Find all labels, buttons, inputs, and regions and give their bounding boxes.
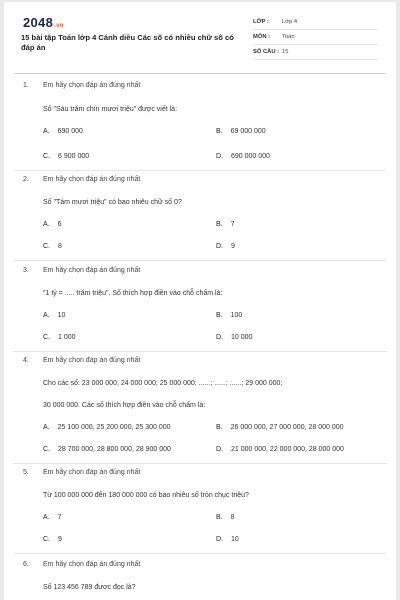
question-divider <box>14 351 386 352</box>
logo-suffix: .vn <box>54 23 64 29</box>
meta-value: Lớp 4 <box>282 19 298 25</box>
question-instruction: Em hãy chọn đáp án đúng nhất <box>43 357 141 364</box>
question-text: 30 000 000. Các số thích hợp điền vào chỗ chấm là: <box>43 402 206 409</box>
answer-option[interactable] <box>216 536 239 543</box>
option-text: 100 <box>230 312 243 319</box>
worksheet-title: 15 bài tập Toán lớp 4 Cánh diều Các số có nhiều chữ số có đáp án <box>21 33 234 52</box>
meta-value: 15 <box>282 49 289 55</box>
option-letter: A. <box>43 221 50 228</box>
option-text: 69 000 000 <box>230 128 266 135</box>
answer-option[interactable] <box>43 243 62 250</box>
question-instruction: Em hãy chọn đáp án đúng nhất <box>43 561 141 568</box>
option-letter: B. <box>216 128 223 135</box>
answer-option[interactable] <box>216 334 252 341</box>
meta-key: LỚP : <box>253 19 269 25</box>
site-logo[interactable] <box>23 15 64 30</box>
question-text: "1 tỷ = ..... trăm triệu". Số thích hợp điền vào chỗ chấm là: <box>43 290 223 297</box>
header-divider <box>14 73 386 74</box>
answer-option[interactable] <box>216 312 242 319</box>
question-instruction: Em hãy chọn đáp án đúng nhất <box>43 82 141 89</box>
option-letter: D. <box>216 153 223 160</box>
question-instruction: Em hãy chọn đáp án đúng nhất <box>43 469 141 476</box>
meta-row-grade <box>253 15 378 30</box>
option-letter: D. <box>216 536 223 543</box>
option-text: 7 <box>230 221 235 228</box>
option-letter: C. <box>43 536 50 543</box>
question-divider <box>14 463 386 464</box>
question-number: 2. <box>23 176 29 183</box>
question-instruction: Em hãy chọn đáp án đúng nhất <box>43 176 141 183</box>
option-text: 28 700 000, 28 800 000, 28 900 000 <box>58 446 171 453</box>
option-text: 10 <box>231 536 239 543</box>
option-letter: C. <box>43 334 50 341</box>
question-text: Số "Tám mươi triệu" có bao nhiêu chữ số 0? <box>43 199 182 206</box>
option-text: 9 <box>58 536 62 543</box>
option-text: 8 <box>58 243 62 250</box>
answer-option[interactable] <box>43 221 62 228</box>
option-text: 25 100 000, 25 200 000, 25 300 000 <box>57 424 171 431</box>
worksheet-page <box>4 2 396 600</box>
answer-option[interactable] <box>43 153 89 160</box>
question-number: 5. <box>23 469 29 476</box>
answer-option[interactable] <box>43 536 62 543</box>
question-text: Cho các số: 23 000 000; 24 000 000; 25 000 000; ......; ......; ......; 29 000 000; <box>43 380 283 387</box>
option-letter: A. <box>43 128 50 135</box>
answer-option[interactable] <box>216 128 266 135</box>
option-text: 1 000 <box>58 334 76 341</box>
option-letter: B. <box>216 514 223 521</box>
option-text: 690 000 <box>57 128 83 135</box>
question-text: Số "Sáu trăm chín mươi triệu" được viết là: <box>43 106 178 113</box>
option-text: 10 <box>57 312 66 319</box>
option-text: 690 000 000 <box>231 153 270 160</box>
answer-option[interactable] <box>216 153 270 160</box>
answer-option[interactable] <box>216 446 344 453</box>
answer-option[interactable] <box>43 424 171 431</box>
question-number: 3. <box>23 267 29 274</box>
question-number: 6. <box>23 561 29 568</box>
option-text: 8 <box>230 514 235 521</box>
option-letter: B. <box>216 424 223 431</box>
option-letter: D. <box>216 243 223 250</box>
meta-value: Toán <box>282 34 295 40</box>
option-letter: D. <box>216 446 223 453</box>
question-divider <box>14 553 386 554</box>
answer-option[interactable] <box>43 334 76 341</box>
option-letter: A. <box>43 312 50 319</box>
logo-main: 2048 <box>23 15 54 30</box>
question-number: 4. <box>23 357 29 364</box>
option-text: 10 000 <box>231 334 253 341</box>
worksheet-header <box>4 2 396 72</box>
answer-option[interactable] <box>43 312 65 319</box>
meta-key: SỐ CÂU : <box>253 49 280 55</box>
option-letter: C. <box>43 446 50 453</box>
option-letter: D. <box>216 334 223 341</box>
answer-option[interactable] <box>216 514 235 521</box>
answer-option[interactable] <box>216 221 235 228</box>
meta-row-subject <box>253 30 378 45</box>
option-letter: C. <box>43 243 50 250</box>
option-letter: A. <box>43 424 50 431</box>
option-text: 6 <box>57 221 62 228</box>
meta-row-question-count <box>253 45 378 60</box>
option-letter: B. <box>216 312 223 319</box>
question-text: Từ 100 000 000 đến 180 000 000 có bao nhiêu số tròn chục triệu? <box>43 492 249 499</box>
answer-option[interactable] <box>43 128 83 135</box>
question-divider <box>14 170 386 171</box>
option-text: 7 <box>57 514 62 521</box>
option-letter: A. <box>43 514 50 521</box>
question-number: 1. <box>23 82 29 89</box>
question-divider <box>14 260 386 261</box>
worksheet-meta <box>253 15 378 60</box>
question-text: Số 123 456 789 được đọc là? <box>43 584 136 591</box>
option-text: 6 900 000 <box>58 153 90 160</box>
answer-option[interactable] <box>216 424 344 431</box>
option-text: 9 <box>231 243 235 250</box>
option-letter: C. <box>43 153 50 160</box>
question-instruction: Em hãy chọn đáp án đúng nhất <box>43 267 141 274</box>
meta-key: MÔN : <box>253 34 271 40</box>
answer-option[interactable] <box>216 243 235 250</box>
answer-option[interactable] <box>43 514 62 521</box>
option-letter: B. <box>216 221 223 228</box>
answer-option[interactable] <box>43 446 171 453</box>
option-text: 26 000 000, 27 000 000, 28 000 000 <box>230 424 344 431</box>
option-text: 21 000 000, 22 000 000, 28 000 000 <box>231 446 344 453</box>
